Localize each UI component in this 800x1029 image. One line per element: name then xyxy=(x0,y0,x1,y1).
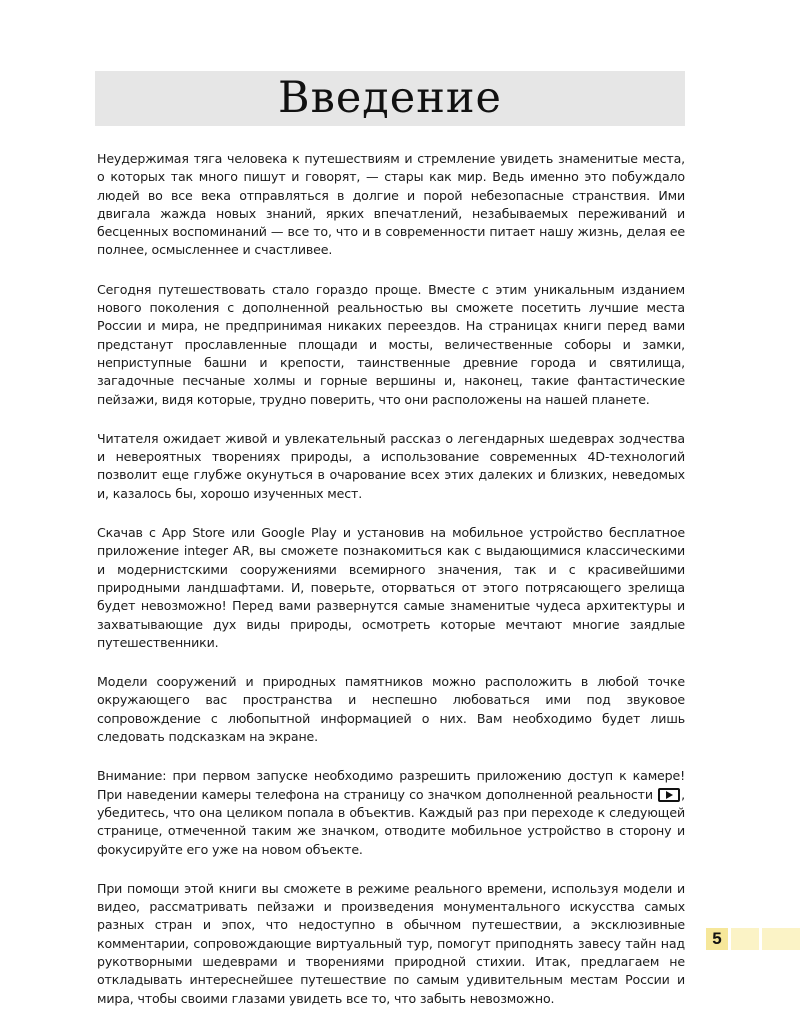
paragraph-travel: Сегодня путешествовать стало гораздо проще. Вместе с этим уникальным изданием нового поколения с дополненной реальностью вы сможете посетить лучшие места России и мира, не предпринимая никаких переездов. На страницах книги перед вами предстанут прославленные площади и мосты, величественные соборы и замки, неприступные башни и крепости, таинственные древние города и святилища, загадочные песчаные холмы и горные вершины и, наконец, такие фантастические пейзажи, видя которые, трудно поверить, что они расположены на нашей планете. xyxy=(97,281,685,407)
title-banner xyxy=(95,71,685,126)
body-text xyxy=(97,150,685,1029)
decorative-strip xyxy=(731,928,759,950)
paragraph-closing: При помощи этой книги вы сможете в режиме реального времени, используя модели и видео, рассматривать пейзажи и произведения монументального искусства самых разных стран и эпох, что недоступно в обычном путешествии, а эксклюзивные комментарии, сопровождающие виртуальный тур, помогут приподнять завесу тайн над рукотворными шедеврами и творениями природной стихии. Итак, предлагаем не откладывать интереснейшее путешествие по самым удивительным местам России и мира, чтобы своими глазами увидеть все то, что забыть невозможно. xyxy=(97,880,685,1006)
notice-text-end: , убедитесь, что она целиком попала в объектив. Каждый раз при переходе к следующей странице, отмеченной таким же значком, отводите мобильное устройство в сторону и фокусируйте его уже на новом объекте. xyxy=(97,786,685,857)
page-title: Введение xyxy=(278,73,502,123)
paragraph-notice xyxy=(97,767,685,858)
paragraph-reader: Читателя ожидает живой и увлекательный рассказ о легендарных шедеврах зодчества и невероятных творениях природы, а использование современных 4D-технологий позволит еще глубже окунуться в очарование всех этих далеких и близких, неведомых и, казалось бы, хорошо изученных мест. xyxy=(97,430,685,501)
ar-play-icon xyxy=(658,788,680,802)
paragraph-intro: Неудержимая тяга человека к путешествиям и стремление увидеть знаменитые места, о которых так много пишут и говорят, — стары как мир. Ведь именно это побуждало людей во все века отправляться в долгие и порой небезопасные странствия. Ими двигала жажда новых знаний, ярких впечатлений, незабываемых переживаний и бесценных воспоминаний — все то, что и в современности питает нашу жизнь, делая ее полнее, осмысленнее и счастливее. xyxy=(97,151,685,258)
page-number: 5 xyxy=(706,928,728,950)
paragraph-app: Скачав с App Store или Google Play и установив на мобильное устройство бесплатное приложение integer AR, вы сможете познакомиться как с выдающимися классическими и модернистскими сооружениями всемирного значения, так и с красивейшими природными ландшафтами. И, поверьте, оторваться от этого потрясающего зрелища будет невозможно! Перед вами развернутся самые знаменитые чудеса архитектуры и захватывающие дух виды природы, осмотреть которые мечтают многие заядлые путешественники. xyxy=(97,525,685,650)
decorative-strip xyxy=(762,928,800,950)
notice-text-start: Внимание: при первом запуске необходимо разрешить приложению доступ к камере! При наведении камеры телефона на страницу со значком дополненной реальности xyxy=(97,768,685,802)
paragraph-models: Модели сооружений и природных памятников можно расположить в любой точке окружающего вас пространства и неспешно любоваться ими под звуковое сопровождение с любопытной информацией о них. Вам необходимо будет лишь следовать подсказкам на экране. xyxy=(97,674,685,745)
